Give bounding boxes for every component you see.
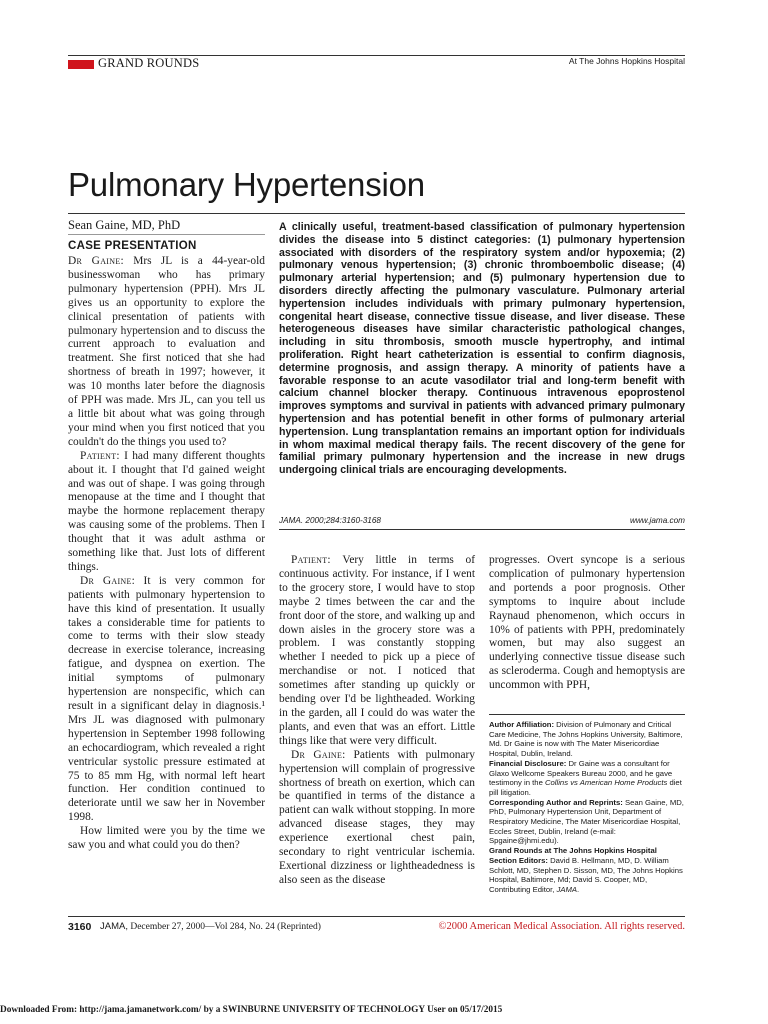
paragraph-text: How limited were you by the time we saw you and what could you do then? <box>68 825 265 852</box>
paragraph-text: progresses. Overt syncope is a serious complication of pulmonary hypertension and portends a poor prognosis. Other symptoms to inquire about include Raynaud phenomenon, which occurs in 10% of patients with PPH, predominately women, but may also suggest an underlying connective tissue disease such as scleroderma. Cough and hemoptysis are uncommon with PPH, <box>489 554 685 692</box>
section-color-bar <box>68 60 94 69</box>
affiliation-rule <box>489 714 685 715</box>
footer-rule <box>68 916 685 917</box>
corresponding-author <box>489 798 685 847</box>
paragraph <box>489 554 685 693</box>
editors-label: Grand Rounds at The Johns Hopkins Hospital Section Editors: <box>489 846 657 865</box>
title-rule <box>68 213 685 214</box>
journal-website: www.jama.com <box>629 516 685 525</box>
case-name: Collins vs American Home Products <box>544 778 668 788</box>
corresponding-text: Sean Gaine, MD, PhD, Pulmonary Hypertension Unit, Department of Respiratory Medicine, The Mater Misericordiae Hospital, Eccles Street, Dublin, Ireland (e-mail: Spgaine@jhmi.edu). <box>489 797 684 846</box>
editors-journal: JAMA <box>556 884 578 894</box>
abstract: A clinically useful, treatment-based classification of pulmonary hypertension divides the disease into 5 distinct categories: (1) pulmonary hypertension associated with disorders of the respiratory system and/or hypoxemia; (2) pulmonary venous hypertension; (3) chronic thromboembolic disease; (4) pulmonary arterial hypertension; and (5) pulmonary hypertension due to disorders directly affecting the pulmonary vasculature. Pulmonary arterial hypertension includes individuals with primary pulmonary hypertension, congenital heart disease, connective tissue disease, and liver disease. These heterogeneous diseases have similar characteristic pathological changes, including in situ thrombosis, smooth muscle hypertrophy, and intimal proliferation. Right heart catheterization is essential to confirm diagnosis, determine prognosis, and assign therapy. A minority of patients have a favorable response to an acute vasodilator trial and long-term benefit with calcium channel blocker therapy. Continuous intravenous epoprostenol improves symptoms and survival in patients with advanced primary pulmonary hypertension and has potential benefit in other forms of pulmonary arterial hypertension. Lung transplantation remains an important option for individuals in whom maximal medical therapy fails. The recent discovery of the gene for familial primary pulmonary hypertension and the increase in new drugs undergoing clinical trials are encouraging developments. <box>279 221 685 477</box>
paragraph <box>68 575 265 825</box>
abstract-rule <box>279 529 685 530</box>
case-presentation-heading: CASE PRESENTATION <box>68 240 197 252</box>
affiliation-text: Division of Pulmonary and Critical Care Medicine, The Johns Hopkins University, Baltimore, Md. Dr Gaine is now with The Mater Misericordiae Hospital, Dublin, Ireland. <box>489 720 683 759</box>
paragraph-text: Mrs JL is a 44-year-old businesswoman who has primary pulmonary hypertension (PPH). Mrs JL gives us an opportunity to explore the clinical presentation of patients with pulmonary hypertension and to discuss the current approach to evaluation and treatment. She first noticed that she had shortness of breath in 1997; however, it was 10 months later before the diagnosis of PPH was made. Mrs JL, can you tell us a little bit about what was going through your mind when you first noticed that you couldn't do the things you used to? <box>68 255 265 448</box>
affiliation-label: Author Affiliation: <box>489 720 555 729</box>
financial-label: Financial Disclosure: <box>489 758 567 768</box>
paragraph <box>279 554 475 749</box>
body-column-2 <box>279 554 475 888</box>
citation: JAMA. 2000;284:3160-3168 <box>279 516 381 525</box>
speaker-label: Dr Gaine: <box>291 748 346 761</box>
speaker-label: Dr Gaine: <box>68 255 124 267</box>
paragraph <box>68 255 265 450</box>
author-byline: Sean Gaine, MD, PhD <box>68 218 181 232</box>
journal-issue <box>100 921 321 932</box>
section-label: GRAND ROUNDS <box>98 56 200 70</box>
journal-name: JAMA, <box>100 921 128 932</box>
paragraph <box>279 749 475 888</box>
download-stamp: Downloaded From: http://jama.jamanetwork.com/ by a SWINBURNE UNIVERSITY OF TECHNOLOGY User on 05/17/2015 <box>0 1005 503 1015</box>
speaker-label: Dr Gaine: <box>80 574 136 587</box>
header-institution: At The Johns Hopkins Hospital <box>568 56 685 66</box>
paragraph-text: I had many different thoughts about it. I thought that I'd gained weight and was out of shape. I was going through menopause at the time and I thought that maybe the hormone replacement therapy was causing some of the problems. Then I thought that it was adult asthma or something like that. Just lots of different things. <box>68 449 265 573</box>
copyright-notice: ©2000 American Medical Association. All rights reserved. <box>438 921 685 932</box>
paragraph <box>68 825 265 853</box>
author-affiliation <box>489 720 685 759</box>
editors-text-end: . <box>577 884 580 894</box>
editors-text: David B. Hellmann, MD, D. William Schlott, MD, Stephen D. Sisson, MD, The Johns Hopkins Hospital, Baltimore, Md; David S. Cooper, MD, Contributing Editor, <box>489 855 683 894</box>
paragraph <box>68 450 265 575</box>
body-column-1 <box>68 255 265 853</box>
article-title: Pulmonary Hypertension <box>68 166 425 203</box>
corresponding-label: Corresponding Author and Reprints: <box>489 797 623 807</box>
speaker-label: Patient: <box>291 554 331 566</box>
author-rule <box>68 234 265 235</box>
issue-info: December 27, 2000—Vol 284, No. 24 (Reprinted) <box>127 922 321 932</box>
body-column-3 <box>489 554 685 693</box>
affiliation-box <box>489 720 685 895</box>
page-number: 3160 <box>68 921 92 933</box>
section-editors <box>489 846 685 895</box>
speaker-label: Patient: <box>80 449 120 462</box>
financial-disclosure <box>489 759 685 798</box>
paragraph-text: Patients with pulmonary hypertension will complain of progressive shortness of breath on exertion, which can be quantified in terms of the distance a patient can walk without stopping. In more advanced disease stages, they may experience exertional chest pain, secondary to right ventricular ischemia. Exertional dizziness or lightheadedness is also seen as the disease <box>279 748 475 886</box>
financial-text-end: diet pill litigation. <box>489 778 682 797</box>
paragraph-text: Very little in terms of continuous activity. For instance, if I went to the grocery store, I would have to stop maybe 2 times between the car and the front door of the store, and walking up and down aisles in the grocery store was a problem. I was constantly stopping whether I needed to pick up a piece of merchandise or not. I noticed that sometimes after standing up quickly or bending over I'd be lightheaded. Working in the garden, all I could do was water the plants, and even that was an effort. Little things like that were very difficult. <box>279 554 475 747</box>
financial-text: Dr Gaine was a consultant for Glaxo Wellcome Speakers Bureau 2000, and he gave testimony in the <box>489 758 673 788</box>
paragraph-text: It is very common for patients with pulmonary hypertension to have this kind of presentation. It usually takes a considerable time for patients to come to terms with their slow steady decrease in exercise tolerance, increasing fatigue, and dyspnea on exertion. The initial symptoms of pulmonary hypertension are nonspecific, which can result in a significant delay in diagnosis.¹ Mrs JL was diagnosed with pulmonary hypertension in September 1998 following an echocardiogram, which revealed a right ventricular systolic pressure estimated at 75 to 85 mm Hg, with normal left heart function. Her condition continued to deteriorate until we saw her in November 1998. <box>68 574 265 824</box>
